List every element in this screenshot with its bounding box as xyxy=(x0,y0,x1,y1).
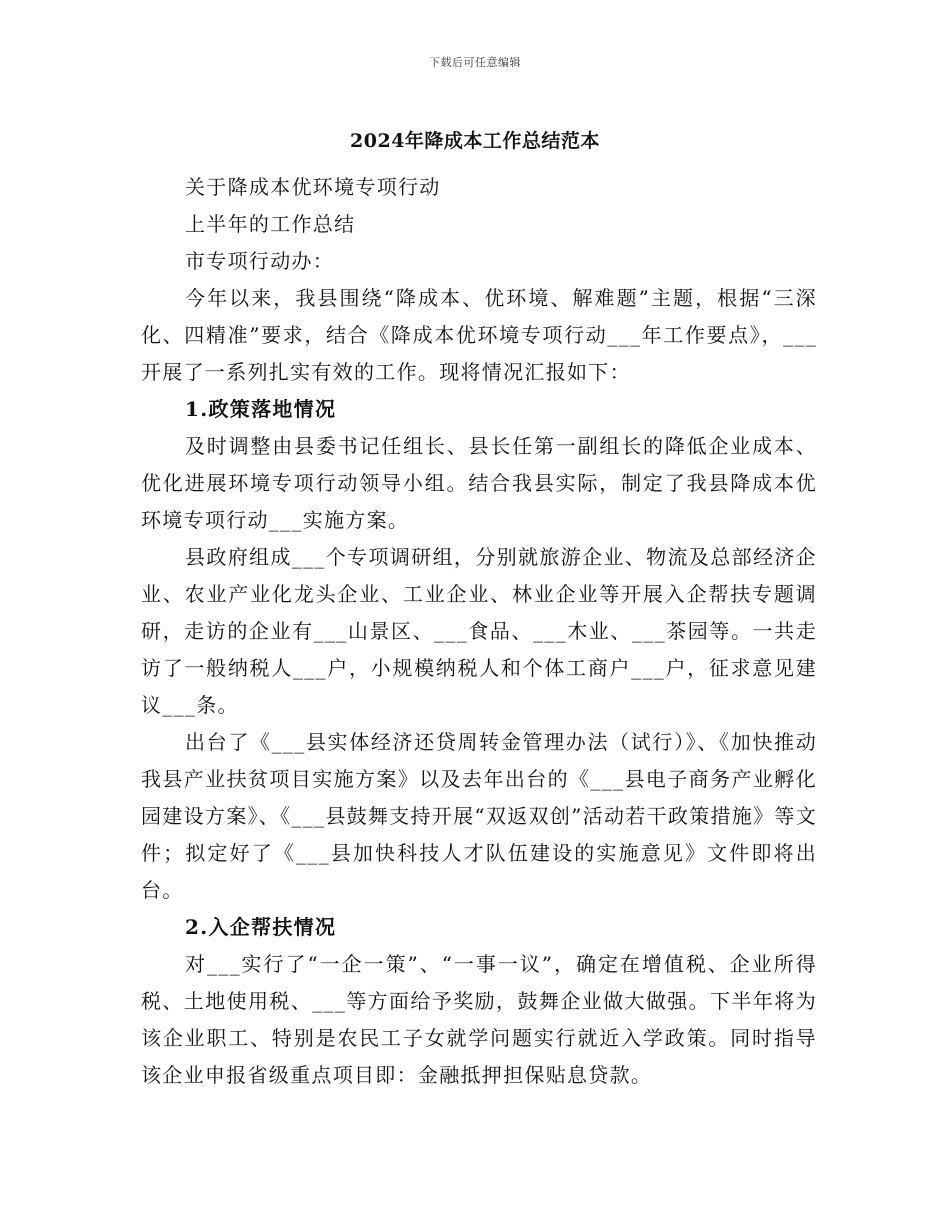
paragraph-intro: 今年以来，我县围绕“降成本、优环境、解难题”主题，根据“三深化、四精准”要求，结合《降成本优环境专项行动___年工作要点》，___开展了一系列扎实有效的工作。现将情况汇报如下： xyxy=(141,286,817,384)
document-title: 2024年降成本工作总结范本 xyxy=(350,130,600,152)
paragraph-subject-line-1: 关于降成本优环境专项行动 xyxy=(185,175,441,199)
paragraph-policy-2: 县政府组成___个专项调研组，分别就旅游企业、物流及总部经济企业、农业产业化龙头企业、工业企业、林业企业等开展入企帮扶专题调研，走访的企业有___山景区、___食品、___木业、___茶园等。一共走访了一般纳税人___户，小规模纳税人和个体工商户___户，征求意见建议___条。 xyxy=(141,545,817,717)
paragraph-assistance-1: 对___实行了“一企一策”、“一事一议”，确定在增值税、企业所得税、土地使用税、___等方面给予奖励，鼓舞企业做大做强。下半年将为该企业职工、特别是农民工子女就学问题实行就近入学政策。同时指导该企业申报省级重点项目即：金融抵押担保贴息贷款。 xyxy=(141,952,817,1087)
document-body xyxy=(141,169,817,1094)
paragraph-policy-1: 及时调整由县委书记任组长、县长任第一副组长的降低企业成本、优化进展环境专项行动领导小组。结合我县实际，制定了我县降成本优环境专项行动___实施方案。 xyxy=(141,434,817,532)
paragraph-policy-3: 出台了《___县实体经济还贷周转金管理办法（试行）》、《加快推动我县产业扶贫项目实施方案》以及去年出台的《___县电子商务产业孵化园建设方案》、《___县鼓舞支持开展“双返双创”活动若干政策措施》等文件；拟定好了《___县加快科技人才队伍建设的实施意见》文件即将出台。 xyxy=(141,730,817,902)
section-heading-policy: 1.政策落地情况 xyxy=(185,397,337,421)
paragraph-recipient: 市专项行动办： xyxy=(185,249,335,273)
paragraph-subject-line-2: 上半年的工作总结 xyxy=(185,212,356,236)
header-note: 下载后可任意编辑 xyxy=(429,56,521,69)
section-heading-assistance: 2.入企帮扶情况 xyxy=(185,915,337,939)
